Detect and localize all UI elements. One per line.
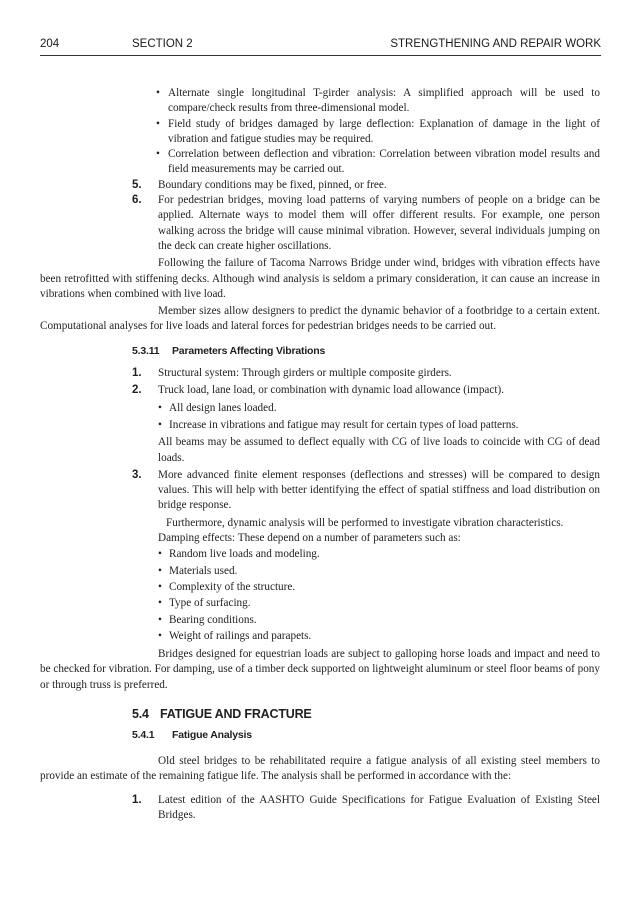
running-title: STRENGTHENING AND REPAIR WORK — [390, 38, 601, 50]
item-number: 5. — [132, 178, 142, 191]
section-label: SECTION 2 — [132, 38, 193, 50]
bullet-item: • Alternate single longitudinal T-girder analysis: A simplified approach will be used to compare/check results from three-dimensional model. — [141, 86, 600, 117]
bullet-item: • Type of surfacing. — [158, 596, 600, 611]
item-text: More advanced finite element responses (deflections and stresses) will be compared to design values. This will help with better identifying the effect of spatial stiffness and load distribution on bridge response. — [158, 468, 600, 512]
item-text: Boundary conditions may be fixed, pinned, or free. — [158, 178, 387, 191]
bullet-item: • Weight of railings and parapets. — [158, 629, 600, 644]
bullet-item: • Field study of bridges damaged by large deflection: Explanation of damage in the light of vibration and fatigue studies may be required. — [141, 117, 600, 148]
numbered-item — [40, 468, 600, 514]
numbered-item — [40, 383, 600, 398]
paragraph: Damping effects: These depend on a number of parameters such as: — [158, 532, 461, 545]
page-number: 204 — [40, 38, 60, 50]
page-header — [40, 38, 601, 56]
bullet-item: • Random live loads and modeling. — [158, 547, 600, 562]
item-text: For pedestrian bridges, moving load patterns of varying numbers of people on a bridge can be applied. Alternate ways to model them will offer different results. For example, one person walking across the bridge will cause minimal vibration. However, several individuals jumping on the deck can create higher oscillations. — [158, 194, 600, 252]
item-text: Latest edition of the AASHTO Guide Specifications for Fatigue Evaluation of Existing Steel Bridges. — [158, 794, 600, 822]
header-rule — [40, 55, 601, 56]
item-number: 3. — [132, 468, 142, 481]
item-number: 2. — [132, 384, 142, 397]
item-text: Structural system: Through girders or multiple composite girders. — [158, 367, 452, 380]
paragraph: Old steel bridges to be rehabilitated require a fatigue analysis of all existing steel members to provide an estimate of the remaining fatigue life. The analysis shall be performed in accordance with the: — [40, 754, 600, 782]
section-number: 5.4.1 — [132, 729, 155, 742]
section-title: Fatigue Analysis — [172, 729, 252, 742]
paragraph: Furthermore, dynamic analysis will be performed to investigate vibration characteristics. — [166, 516, 564, 529]
bullet-item: • All design lanes loaded. — [158, 401, 600, 416]
paragraph: Following the failure of Tacoma Narrows Bridge under wind, bridges with vibration effects have been retrofitted with stiffening decks. Although wind analysis is seldom a primary consideration, it can cause an increase in vibrations when combined with live load. — [40, 257, 600, 300]
bullet-item: • Correlation between deflection and vibration: Correlation between vibration model results and field measurements may be carried out. — [141, 147, 600, 178]
numbered-item — [40, 178, 600, 193]
bullet-item: • Materials used. — [158, 564, 600, 579]
bullet-item: • Increase in vibrations and fatigue may result for certain types of load patterns. — [158, 418, 600, 433]
bullet-item: • Complexity of the structure. — [158, 580, 600, 595]
subsection-heading — [132, 728, 600, 743]
numbered-item — [40, 193, 600, 254]
paragraph: All beams may be assumed to deflect equally with CG of live loads to coincide with CG of dead loads. — [158, 436, 600, 464]
section-number: 5.4 — [132, 706, 149, 721]
section-title: FATIGUE AND FRACTURE — [160, 706, 312, 721]
numbered-item — [40, 793, 600, 824]
paragraph: Member sizes allow designers to predict the dynamic behavior of a footbridge to a certain extent. Computational analyses for live loads and lateral forces for pedestrian bridges needs to be carried out. — [40, 305, 600, 333]
bullet-item: • Bearing conditions. — [158, 613, 600, 628]
page-body — [40, 86, 600, 824]
section-heading — [132, 707, 600, 722]
item-text: Truck load, lane load, or combination with dynamic load allowance (impact). — [158, 384, 504, 397]
item-number: 1. — [132, 367, 142, 380]
numbered-item — [40, 366, 600, 381]
item-number: 6. — [132, 194, 142, 207]
section-number: 5.3.11 — [132, 344, 160, 357]
section-heading — [132, 344, 600, 359]
section-title: Parameters Affecting Vibrations — [172, 344, 326, 357]
paragraph: Bridges designed for equestrian loads are subject to galloping horse loads and impact and need to be checked for vibration. For damping, use of a timber deck supported on lightweight aluminum or steel floor beams of pony or through truss is preferred. — [40, 648, 600, 691]
item-number: 1. — [132, 794, 142, 807]
